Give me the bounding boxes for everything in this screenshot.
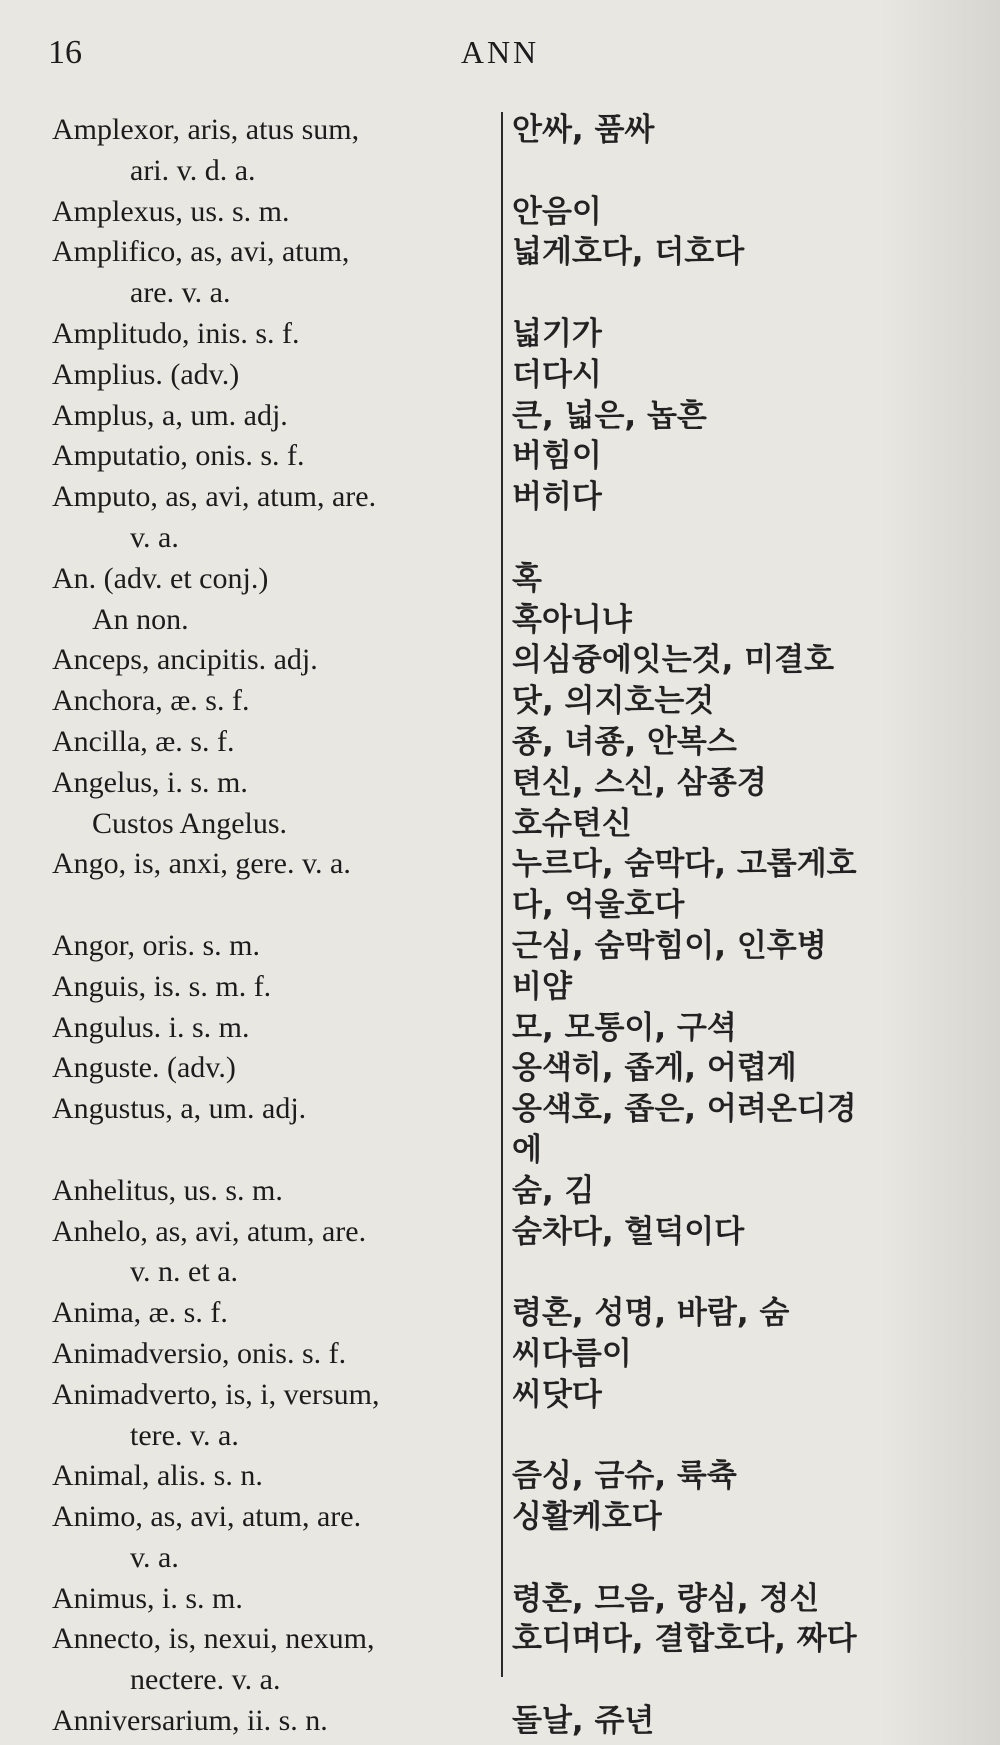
page-number: 16: [48, 34, 82, 71]
entry-line: [0, 1334, 1000, 1375]
dictionary-entry: [0, 314, 1000, 355]
latin-headword: Anguis, is. s. m. f.: [52, 969, 272, 1003]
dictionary-entry: [0, 396, 1000, 437]
entry-line: [0, 1089, 1000, 1130]
entry-line: [0, 681, 1000, 722]
korean-translation: 호디며다, 결합호다, 짜다: [512, 1621, 857, 1658]
korean-translation: 옹색히, 좁게, 어렵게: [512, 1050, 797, 1087]
latin-headword: Ango, is, anxi, gere. v. a.: [52, 847, 351, 881]
dictionary-entry: [0, 1171, 1000, 1212]
entry-line: [0, 314, 1000, 355]
dictionary-entry: [0, 559, 1000, 600]
dictionary-entry: [0, 1008, 1000, 1049]
latin-headword: Annecto, is, nexui, nexum,: [52, 1622, 375, 1656]
dictionary-entry: [0, 1048, 1000, 1089]
dictionary-entry: [0, 1619, 1000, 1701]
entry-line: [0, 355, 1000, 396]
latin-headword: Anima, æ. s. f.: [52, 1296, 228, 1330]
entry-line: [0, 885, 1000, 926]
korean-translation: 씨닷다: [512, 1376, 602, 1413]
entry-line: [0, 1701, 1000, 1742]
entry-line: [0, 1416, 1000, 1457]
latin-continuation: ari. v. d. a.: [130, 153, 256, 187]
korean-translation: 버힘이: [512, 438, 602, 475]
latin-headword: Amputatio, onis. s. f.: [52, 439, 305, 473]
latin-headword: Animo, as, avi, atum, are.: [52, 1500, 362, 1534]
latin-continuation: v. a.: [130, 1540, 179, 1574]
korean-translation: 버히다: [512, 479, 602, 516]
korean-translation: 싱활케호다: [512, 1499, 662, 1536]
entry-line: [0, 151, 1000, 192]
entry-line: [0, 1619, 1000, 1660]
latin-headword: Amplius. (adv.): [52, 357, 240, 391]
latin-headword: Amplus, a, um. adj.: [52, 398, 288, 432]
korean-translation: 의심즁에잇는것, 미결호: [512, 642, 835, 679]
dictionary-entry: [0, 640, 1000, 681]
entry-line: [0, 804, 1000, 845]
entry-line: [0, 1538, 1000, 1579]
latin-headword: Angustus, a, um. adj.: [52, 1092, 307, 1126]
dictionary-entry: [0, 844, 1000, 926]
entry-line: [0, 926, 1000, 967]
korean-translation: 숨차다, 헐덕이다: [512, 1213, 745, 1250]
latin-headword: An non.: [92, 602, 189, 636]
dictionary-entry: [0, 355, 1000, 396]
latin-continuation: v. n. et a.: [130, 1255, 239, 1289]
korean-translation: 누르다, 숨막다, 고롭게호: [512, 846, 857, 883]
korean-translation: 혹아니냐: [512, 601, 632, 638]
korean-translation: 돌날, 쥬년: [512, 1703, 655, 1740]
korean-translation: 텬신, 스신, 삼죵경: [512, 764, 767, 801]
entry-line: [0, 967, 1000, 1008]
latin-headword: Amplifico, as, avi, atum,: [52, 235, 350, 269]
dictionary-entry: [0, 477, 1000, 559]
dictionary-entry: [0, 1212, 1000, 1294]
entry-line: [0, 518, 1000, 559]
korean-translation: 령혼, 성명, 바람, 숨: [512, 1295, 790, 1332]
latin-headword: Angor, oris. s. m.: [52, 928, 260, 962]
korean-translation: 더다시: [512, 356, 602, 393]
latin-continuation: v. a.: [130, 520, 179, 554]
latin-headword: Animadversio, onis. s. f.: [52, 1336, 347, 1370]
dictionary-entry: [0, 804, 1000, 845]
dictionary-entry: [0, 436, 1000, 477]
entry-line: [0, 1456, 1000, 1497]
dictionary-entry: [0, 1701, 1000, 1742]
dictionary-entry: [0, 722, 1000, 763]
dictionary-entry: [0, 926, 1000, 967]
entry-line: [0, 640, 1000, 681]
korean-translation: 옹색호, 좁은, 어려온디경: [512, 1091, 857, 1128]
latin-headword: Animadverto, is, i, versum,: [52, 1377, 380, 1411]
entry-line: [0, 1497, 1000, 1538]
korean-translation: 닷, 의지호는것: [512, 683, 715, 720]
korean-translation: 즘싱, 금슈, 륙츅: [512, 1458, 737, 1495]
korean-translation: 넓게호다, 더호다: [512, 234, 745, 271]
dictionary-entry: [0, 1456, 1000, 1497]
korean-translation: 씨다름이: [512, 1335, 632, 1372]
entry-line: [0, 1171, 1000, 1212]
entry-line: [0, 1293, 1000, 1334]
latin-continuation: tere. v. a.: [130, 1418, 239, 1452]
entry-line: [0, 600, 1000, 641]
korean-translation: 큰, 넓은, 놉흔: [512, 397, 707, 434]
latin-headword: Anceps, ancipitis. adj.: [52, 643, 318, 677]
entry-line: [0, 1252, 1000, 1293]
korean-translation: 안음이: [512, 193, 602, 230]
korean-translation: 혹: [512, 560, 542, 597]
entry-line: [0, 1130, 1000, 1171]
korean-translation: 숨, 김: [512, 1172, 595, 1209]
latin-headword: Anchora, æ. s. f.: [52, 684, 250, 718]
dictionary-entry: [0, 1293, 1000, 1334]
korean-translation: 안싸, 품싸: [512, 112, 655, 148]
entry-line: [0, 396, 1000, 437]
latin-headword: Amplexor, aris, atus sum,: [52, 113, 360, 146]
latin-headword: Ancilla, æ. s. f.: [52, 724, 235, 758]
latin-headword: Anniversarium, ii. s. n.: [52, 1704, 328, 1738]
korean-translation: 근심, 숨막힘이, 인후병: [512, 927, 827, 964]
entry-line: [0, 1008, 1000, 1049]
latin-headword: Amputo, as, avi, atum, are.: [52, 480, 377, 514]
latin-headword: Animus, i. s. m.: [52, 1581, 243, 1615]
entry-line: [0, 1212, 1000, 1253]
dictionary-entry: [0, 192, 1000, 233]
entry-line: [0, 232, 1000, 273]
latin-headword: Anhelo, as, avi, atum, are.: [52, 1214, 367, 1248]
dictionary-entry: [0, 232, 1000, 314]
entry-line: [0, 192, 1000, 233]
latin-headword: An. (adv. et conj.): [52, 561, 269, 595]
dictionary-entry: [0, 600, 1000, 641]
entry-line: [0, 1375, 1000, 1416]
entry-line: [0, 559, 1000, 600]
entry-line: [0, 1660, 1000, 1701]
korean-continuation: 다, 억울호다: [512, 887, 685, 924]
dictionary-entry: [0, 1497, 1000, 1579]
running-head: ANN: [460, 34, 540, 70]
entry-line: [0, 273, 1000, 314]
dictionary-entry: [0, 763, 1000, 804]
latin-headword: Animal, alis. s. n.: [52, 1459, 263, 1493]
dictionary-entry: [0, 110, 1000, 192]
latin-headword: Anguste. (adv.): [52, 1051, 236, 1085]
latin-headword: Angelus, i. s. m.: [52, 765, 248, 799]
dictionary-entry: [0, 967, 1000, 1008]
entry-line: [0, 436, 1000, 477]
korean-translation: 호슈텬신: [512, 805, 632, 842]
dictionary-entry: [0, 1579, 1000, 1620]
entry-line: [0, 1048, 1000, 1089]
entry-line: [0, 763, 1000, 804]
latin-headword: Custos Angelus.: [92, 806, 288, 840]
latin-headword: Angulus. i. s. m.: [52, 1010, 250, 1044]
korean-translation: 넓기가: [512, 315, 602, 352]
entry-line: [0, 722, 1000, 763]
entry-line: [0, 1579, 1000, 1620]
korean-continuation: 에: [512, 1131, 542, 1168]
dictionary-entry: [0, 1375, 1000, 1457]
latin-headword: Amplexus, us. s. m.: [52, 194, 290, 228]
latin-continuation: nectere. v. a.: [130, 1663, 281, 1697]
korean-translation: 죵, 녀죵, 안복스: [512, 723, 737, 760]
entry-line: [0, 477, 1000, 518]
korean-translation: 령혼, 므음, 량심, 정신: [512, 1580, 820, 1617]
dictionary-entry: [0, 1334, 1000, 1375]
latin-continuation: are. v. a.: [130, 276, 231, 310]
latin-headword: Amplitudo, inis. s. f.: [52, 316, 300, 350]
latin-headword: Anhelitus, us. s. m.: [52, 1173, 283, 1207]
entry-line: [0, 844, 1000, 885]
dictionary-entry: [0, 1089, 1000, 1171]
page-header: [0, 34, 1000, 84]
entry-line: [0, 110, 1000, 151]
dictionary-entry: [0, 681, 1000, 722]
korean-translation: 비얌: [512, 968, 572, 1005]
dictionary-entries: [0, 110, 1000, 1742]
korean-translation: 모, 모통이, 구셕: [512, 1009, 737, 1046]
